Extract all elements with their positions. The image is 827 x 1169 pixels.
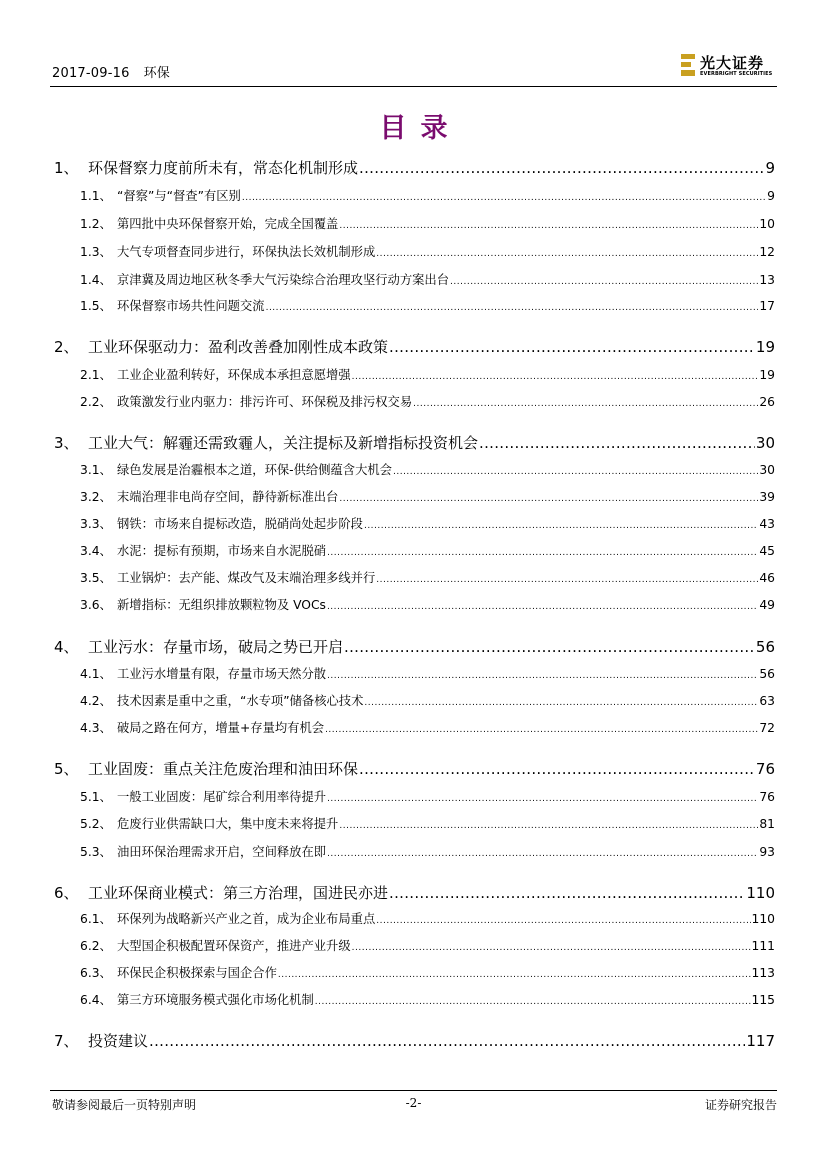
toc-chapter-entry[interactable] xyxy=(54,636,775,657)
toc-entry-page: 76 xyxy=(759,790,775,804)
toc-entry-title: 工业环保驱动力：盈利改善叠加刚性成本政策 xyxy=(88,338,389,356)
toc-entry-number: 5、 xyxy=(54,760,79,778)
toc-entry-number: 4.1、 xyxy=(80,667,112,681)
toc-section-entry[interactable] xyxy=(80,514,775,532)
toc-entry-page: 26 xyxy=(759,395,775,409)
toc-dot-leader xyxy=(364,521,758,531)
toc-entry-number: 4.2、 xyxy=(80,694,112,708)
toc-entry-title: 技术因素是重中之重，“水专项”储备核心技术 xyxy=(117,694,364,708)
toc-dot-leader xyxy=(376,575,758,585)
toc-entry-number: 4.3、 xyxy=(80,721,112,735)
toc-entry-title: “督察”与“督查”有区别 xyxy=(117,189,241,203)
toc-entry-page: 63 xyxy=(759,694,775,708)
toc-dot-leader xyxy=(278,970,751,980)
toc-section-entry[interactable] xyxy=(80,842,775,860)
toc-dot-leader xyxy=(242,193,766,203)
toc-chapter-entry[interactable] xyxy=(54,882,775,903)
toc-entry-title: 钢铁：市场来自提标改造，脱硝尚处起步阶段 xyxy=(117,517,363,531)
toc-entry-title: 第三方环境服务模式强化市场化机制 xyxy=(117,993,314,1007)
toc-section-entry[interactable] xyxy=(80,664,775,682)
toc-entry-title: 新增指标：无组织排放颗粒物及 VOCs xyxy=(117,598,326,612)
toc-dot-leader xyxy=(352,372,759,382)
toc-entry-title: 工业大气：解霾还需致霾人，关注提标及新增指标投资机会 xyxy=(88,434,479,452)
toc-dot-leader xyxy=(315,997,751,1007)
toc-entry-title: 危废行业供需缺口大，集中度未来将提升 xyxy=(117,817,339,831)
toc-dot-leader xyxy=(339,494,758,504)
toc-entry-page: 76 xyxy=(755,760,775,778)
toc-entry-number: 2、 xyxy=(54,338,79,356)
toc-entry-title: 环保督察市场共性问题交流 xyxy=(117,299,265,313)
toc-entry-page: 115 xyxy=(751,993,775,1007)
toc-entry-number: 2.1、 xyxy=(80,368,112,382)
toc-title: 目录 xyxy=(379,113,462,144)
toc-section-entry[interactable] xyxy=(80,460,775,478)
toc-entry-title: 工业固废：重点关注危废治理和油田环保 xyxy=(88,760,359,778)
report-date: 2017-09-16 xyxy=(52,66,130,81)
toc-entry-page: 9 xyxy=(765,159,775,177)
toc-section-entry[interactable] xyxy=(80,365,775,383)
toc-entry-number: 1.1、 xyxy=(80,189,112,203)
toc-chapter-entry[interactable] xyxy=(54,157,775,178)
toc-dot-leader xyxy=(344,638,755,656)
toc-section-entry[interactable] xyxy=(80,270,775,288)
toc-section-entry[interactable] xyxy=(80,296,775,314)
toc-entry-number: 6.3、 xyxy=(80,966,112,980)
toc-entry-page: 117 xyxy=(746,1032,775,1050)
toc-dot-leader xyxy=(266,303,759,313)
toc-entry-page: 93 xyxy=(759,845,775,859)
toc-dot-leader xyxy=(376,249,758,259)
toc-entry-title: 工业锅炉：去产能、煤改气及末端治理多线并行 xyxy=(117,571,376,585)
toc-entry-title: 京津冀及周边地区秋冬季大气污染综合治理攻坚行动方案出台 xyxy=(117,273,450,287)
toc-entry-page: 56 xyxy=(755,638,775,656)
toc-dot-leader xyxy=(325,725,758,735)
toc-entry-page: 19 xyxy=(755,338,775,356)
toc-dot-leader xyxy=(389,338,755,356)
toc-entry-number: 6、 xyxy=(54,884,79,902)
toc-entry-number: 1.3、 xyxy=(80,245,112,259)
footer-doc-type: 证券研究报告 xyxy=(704,1098,777,1112)
toc-dot-leader xyxy=(149,1032,745,1050)
toc-entry-page: 110 xyxy=(751,912,775,926)
toc-entry-number: 1.4、 xyxy=(80,273,112,287)
logo-text-en: EVERBRIGHT SECURITIES xyxy=(700,71,773,77)
toc-entry-page: 72 xyxy=(759,721,775,735)
toc-section-entry[interactable] xyxy=(80,392,775,410)
toc-section-entry[interactable] xyxy=(80,990,775,1008)
toc-entry-title: 一般工业固废：尾矿综合利用率待提升 xyxy=(117,790,327,804)
toc-entry-page: 12 xyxy=(759,245,775,259)
toc-entry-page: 19 xyxy=(759,368,775,382)
footer-disclaimer: 敬请参阅最后一页特别声明 xyxy=(52,1098,197,1112)
toc-entry-page: 43 xyxy=(759,517,775,531)
toc-entry-number: 1.2、 xyxy=(80,217,112,231)
toc-entry-number: 6.4、 xyxy=(80,993,112,1007)
toc-entry-number: 3.6、 xyxy=(80,598,112,612)
logo-mark-icon xyxy=(681,54,695,76)
toc-entry-page: 17 xyxy=(759,299,775,313)
toc-section-entry[interactable] xyxy=(80,787,775,805)
toc-dot-leader xyxy=(339,221,758,231)
toc-section-entry[interactable] xyxy=(80,595,775,613)
logo-text-cn: 光大证券 xyxy=(700,54,765,72)
toc-entry-title: 环保民企积极探索与国企合作 xyxy=(117,966,277,980)
toc-entry-number: 4、 xyxy=(54,638,79,656)
toc-entry-title: 绿色发展是治霾根本之道，环保-供给侧蕴含大机会 xyxy=(117,463,392,477)
toc-dot-leader xyxy=(479,434,755,452)
header-meta xyxy=(52,62,170,81)
toc-chapter-entry[interactable] xyxy=(54,336,775,357)
toc-entry-title: 工业污水增量有限，存量市场天然分散 xyxy=(117,667,327,681)
toc-entry-number: 6.2、 xyxy=(80,939,112,953)
toc-entry-title: 水泥：提标有预期，市场来自水泥脱硝 xyxy=(117,544,327,558)
toc-entry-page: 49 xyxy=(759,598,775,612)
toc-entry-title: 环保督察力度前所未有，常态化机制形成 xyxy=(88,159,359,177)
toc-entry-number: 3.1、 xyxy=(80,463,112,477)
toc-entry-title: 工业环保商业模式：第三方治理，国进民亦进 xyxy=(88,884,389,902)
toc-entry-number: 6.1、 xyxy=(80,912,112,926)
toc-entry-title: 第四批中央环保督察开始，完成全国覆盖 xyxy=(117,217,339,231)
toc-dot-leader xyxy=(327,548,758,558)
toc-entry-number: 1.5、 xyxy=(80,299,112,313)
toc-entry-page: 56 xyxy=(759,667,775,681)
toc-dot-leader xyxy=(450,277,758,287)
toc-entry-page: 30 xyxy=(759,463,775,477)
toc-dot-leader xyxy=(339,821,758,831)
toc-dot-leader xyxy=(389,884,745,902)
toc-section-entry[interactable] xyxy=(80,487,775,505)
toc-entry-title: 末端治理非电尚存空间，静待新标准出台 xyxy=(117,490,339,504)
toc-entry-number: 5.2、 xyxy=(80,817,112,831)
toc-section-entry[interactable] xyxy=(80,242,775,260)
toc-dot-leader xyxy=(327,849,758,859)
toc-chapter-entry[interactable] xyxy=(54,758,775,779)
toc-section-entry[interactable] xyxy=(80,186,775,204)
page-footer xyxy=(50,1090,777,1112)
toc-entry-page: 113 xyxy=(751,966,775,980)
toc-dot-leader xyxy=(413,399,758,409)
toc-entry-page: 111 xyxy=(751,939,775,953)
toc-section-entry[interactable] xyxy=(80,541,775,559)
toc-dot-leader xyxy=(359,159,764,177)
toc-entry-title: 破局之路在何方，增量+存量均有机会 xyxy=(117,721,325,735)
toc-entry-number: 3.5、 xyxy=(80,571,112,585)
toc-entry-number: 7、 xyxy=(54,1032,79,1050)
toc-entry-page: 9 xyxy=(767,189,775,203)
toc-section-entry[interactable] xyxy=(80,936,775,954)
toc-entry-page: 10 xyxy=(759,217,775,231)
page-header xyxy=(50,52,777,87)
toc-entry-title: 政策激发行业内驱力：排污许可、环保税及排污权交易 xyxy=(117,395,413,409)
toc-entry-number: 3、 xyxy=(54,434,79,452)
toc-entry-page: 39 xyxy=(759,490,775,504)
toc-entry-number: 3.2、 xyxy=(80,490,112,504)
toc-entry-number: 2.2、 xyxy=(80,395,112,409)
toc-section-entry[interactable] xyxy=(80,814,775,832)
toc-entry-number: 1、 xyxy=(54,159,79,177)
toc-entry-page: 13 xyxy=(759,273,775,287)
toc-section-entry[interactable] xyxy=(80,691,775,709)
toc-section-entry[interactable] xyxy=(80,568,775,586)
toc-entry-title: 投资建议 xyxy=(88,1032,149,1050)
toc-section-entry[interactable] xyxy=(80,718,775,736)
toc-dot-leader xyxy=(327,671,758,681)
toc-dot-leader xyxy=(359,760,755,778)
report-category: 环保 xyxy=(143,66,170,81)
toc-section-entry[interactable] xyxy=(80,909,775,927)
toc-entry-number: 3.4、 xyxy=(80,544,112,558)
toc-entry-page: 46 xyxy=(759,571,775,585)
toc-entry-title: 大型国企积极配置环保资产，推进产业升级 xyxy=(117,939,351,953)
toc-entry-number: 5.1、 xyxy=(80,790,112,804)
toc-dot-leader xyxy=(327,602,758,612)
toc-entry-title: 工业企业盈利转好，环保成本承担意愿增强 xyxy=(117,368,351,382)
toc-section-entry[interactable] xyxy=(80,963,775,981)
toc-entry-title: 油田环保治理需求开启，空间释放在即 xyxy=(117,845,327,859)
toc-section-entry[interactable] xyxy=(80,214,775,232)
toc-chapter-entry[interactable] xyxy=(54,432,775,453)
toc-entry-page: 110 xyxy=(746,884,775,902)
toc-dot-leader xyxy=(352,943,751,953)
toc-dot-leader xyxy=(327,794,758,804)
toc-entry-number: 3.3、 xyxy=(80,517,112,531)
toc-entry-title: 工业污水：存量市场，破局之势已开启 xyxy=(88,638,344,656)
toc-dot-leader xyxy=(376,916,750,926)
company-logo xyxy=(681,53,777,79)
toc-entry-number: 5.3、 xyxy=(80,845,112,859)
toc-entry-title: 环保列为战略新兴产业之首，成为企业布局重点 xyxy=(117,912,376,926)
toc-entry-page: 45 xyxy=(759,544,775,558)
toc-entry-title: 大气专项督查同步进行，环保执法长效机制形成 xyxy=(117,245,376,259)
toc-entry-page: 30 xyxy=(755,434,775,452)
page-number: -2- xyxy=(405,1096,422,1110)
toc-dot-leader xyxy=(393,467,758,477)
toc-chapter-entry[interactable] xyxy=(54,1030,775,1051)
toc-entry-page: 81 xyxy=(759,817,775,831)
toc-dot-leader xyxy=(364,698,758,708)
